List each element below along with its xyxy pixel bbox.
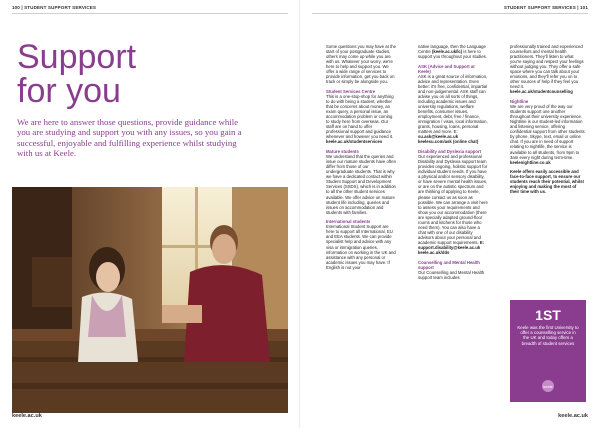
- nightline-link[interactable]: keelenightline.co.uk: [510, 159, 551, 165]
- badge-text: Keele was the first University to offer a counselling service in the UK and today offers a breadth of student services: [517, 325, 579, 346]
- disability-heading: Disability and Dyslexia support: [418, 149, 482, 155]
- counselling-heading: Counselling and Mental Health support: [418, 259, 480, 270]
- headline-line-1: Support: [17, 38, 137, 76]
- international-students-body: International Student Support are here to support all International, EU and EEA students. We can provide specialist help and advice with any visa or immigration queries, information on working in the UK and assistance with any personal or academic issues you may have. If English is not your: [326, 224, 396, 270]
- first-counselling-badge: [510, 300, 586, 402]
- counselling-section: [418, 260, 488, 280]
- running-head-left: 100 | STUDENT SUPPORT SERVICES: [12, 5, 97, 10]
- keele-support-summary: Keele offers easily accessible and face-to-face support, to ensure our students reach their potential, whilst enjoying and making the most of their time with us.: [510, 169, 584, 195]
- running-head-right: STUDENT SUPPORT SERVICES | 101: [503, 5, 588, 10]
- footer-left-url[interactable]: keele.ac.uk: [12, 413, 42, 419]
- student-services-link[interactable]: keele.ac.uk/studentservices: [326, 139, 383, 145]
- intro-body: Some questions you may have at the start of your postgraduate studies, others may come up while you are with us. Whatever your worry, we're here to help and support you. We offer a wide range of services to provide information, get you back on track or simply be alongside you.: [326, 44, 396, 85]
- student-services-heading: Student Services Centre: [326, 88, 376, 94]
- counselling-body-continued: professionally trained and experienced counsellors and mental health practitioners. They'll listen to what you're saying and respect your feelings without judging you. They offer a safe space where you can talk about your emotions, and they'll refer you on to other sources of help if they feel you need it.: [510, 44, 584, 90]
- headline-line-2: for you: [17, 72, 121, 110]
- intro-paragraph: We are here to answer those questions, provide guidance while you are studying and support you with any issues, so you gain a successful, enjoyable and fulfilling experience whilst studying with us at Keele.: [17, 117, 242, 159]
- students-photo: [12, 187, 288, 413]
- student-services-section: [326, 89, 396, 145]
- students-photo-illustration: [12, 187, 288, 413]
- language-centre-paragraph: [418, 44, 488, 59]
- footer-right-url[interactable]: keele.ac.uk: [558, 413, 588, 419]
- mature-students-heading: Mature students: [326, 149, 359, 155]
- text-column-1: [326, 44, 396, 274]
- ask-section: [418, 64, 488, 145]
- badge-headline: 1ST: [535, 307, 561, 323]
- text-column-3: [510, 44, 586, 199]
- language-centre-body: native language, then the Language Centre: [418, 44, 486, 55]
- disability-contact-link[interactable]: E: support.disability@keele.ac.uk keele.ac.uk/dds: [418, 239, 485, 256]
- page-headline: [17, 40, 217, 108]
- international-students-heading: International students: [326, 219, 371, 225]
- mature-students-body: We understand that the queries and issue our mature students have often differ from those of our undergraduate students. That is why we have a dedicated contact within Student Support and Development Services (SSDS), which is in addition to all the other student services available. We offer advice on mature student life including, queries and issues on accommodation and students with families.: [326, 154, 396, 215]
- ask-heading: ASK (Advice and Support at Keele): [418, 63, 475, 74]
- student-services-body: This is a one-stop-shop for anything to do with being a student, whether that be concerns about money, an exam query, a personal issue, an accommodation problem or coming to study here from overseas. Our staff are on hand to offer professional support and guidance whenever and however you need it.: [326, 94, 394, 140]
- counselling-continued: [510, 44, 586, 94]
- keele-logo-icon: [542, 380, 554, 392]
- counselling-body: Our Counselling and Mental Health support team includes: [418, 269, 485, 280]
- mature-students-section: [326, 149, 396, 215]
- ask-contact-link[interactable]: su.ask@keele.ac.uk keelesu.com/ask (online chat): [418, 134, 479, 145]
- international-students-section: [326, 219, 396, 269]
- nightline-body: We are very proud of the way our students support one another throughout their university experience. Nightline is our student-led information and listening service, offering confidential support from other students by phone, Skype, text, email or online chat. If you are in need of support relating to nightlife, the service is available to all students, from 9pm to 3am every night during term-time.: [510, 104, 585, 160]
- counselling-link[interactable]: keele.ac.uk/studentcounselling: [510, 89, 573, 95]
- disability-body: Our experienced and professional Disability and Dyslexia support team provides ongoing, holistic support for individual student needs. If you have a physical and/or sensory disability, or have severe mental health issues, or are on the autistic spectrum and are thinking of applying to Keele, please contact us as soon as possible. We can arrange a visit here to assess your requirements and show you our accommodation (there are specially adapted ground-floor rooms and kitchens for those who need them). You can also have a chat with one of our disability advisors about your personal and academic support requirements.: [418, 154, 488, 245]
- disability-section: [418, 149, 488, 255]
- keele-logo-label: keele: [543, 383, 553, 389]
- header-rule-right: [312, 13, 588, 14]
- ask-body: ASK is a great source of information, advice and representation. Even better: it's free, confidential, impartial and non-judgemental. ASK staff can advise you on all sorts of things, including academic issues and university regulations, welfare benefits, consumer issues, employment, debt, free / finance, immigration / visas, local information, grants, housing, loans, personal matters and more. E:: [418, 73, 488, 135]
- text-column-2: [418, 44, 488, 284]
- language-centre-body-end: is here to support you throughout your studies.: [418, 49, 487, 60]
- language-centre-link[interactable]: (keele.ac.uk/lc): [431, 49, 463, 55]
- nightline-heading: Nightline: [510, 99, 529, 105]
- nightline-section: [510, 99, 586, 165]
- header-rule-left: [12, 13, 288, 14]
